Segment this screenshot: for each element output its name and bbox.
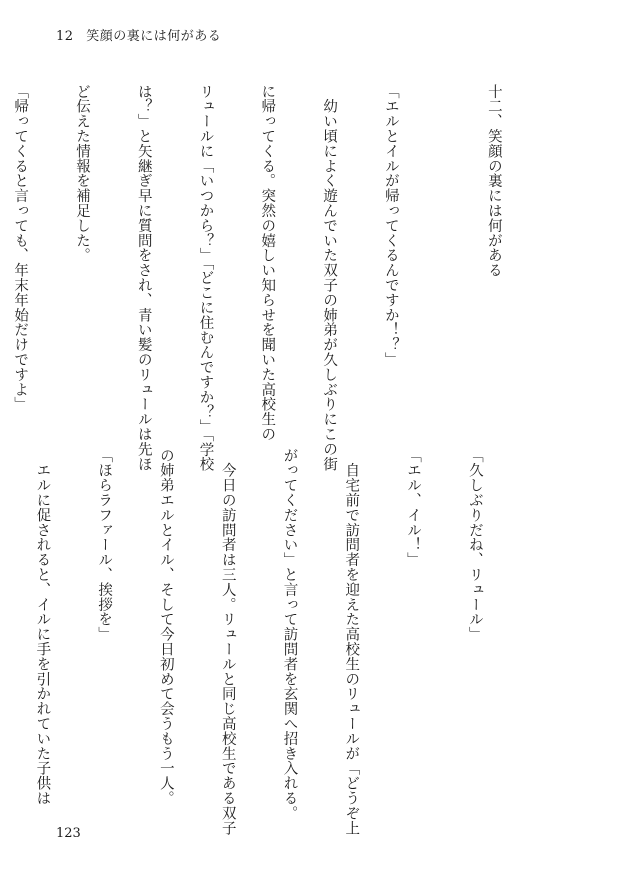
chapter-heading: 十二、笑顔の裏には何がある <box>485 84 502 278</box>
running-header <box>56 25 221 44</box>
text-line: 「久しぶりだね、リュール」 <box>466 448 483 642</box>
text-line: 「エルとイルが帰ってくるんですか！？」 <box>382 84 399 368</box>
text-line: 「ほらラファール、挨拶を」 <box>96 448 113 642</box>
chapter-title: 笑顔の裏には何がある <box>86 29 222 44</box>
text-line: リュールに「いつから？」「どこに住むんですか？」「学校 <box>197 84 214 472</box>
text-line: は？」と矢継ぎ早に質問をされ、青い髪のリュールは先ほ <box>135 84 152 472</box>
page-number: 123 <box>56 826 81 841</box>
text-line: エルに促されると、イルに手を引かれていた子供は <box>34 448 51 806</box>
text-line: 「エル、イル！」 <box>405 448 422 568</box>
text-line: 幼い頃によく遊んでいた双子の姉弟が久しぶりにこの街 <box>321 84 338 472</box>
chapter-number: 12 <box>56 29 74 44</box>
text-line: 「帰ってくると言っても、年末年始だけですよ」 <box>12 84 29 412</box>
text-line: 今日の訪問者は三人。リュールと同じ高校生である双子 <box>219 448 236 836</box>
text-line: がってください」と言って訪問者を玄関へ招き入れる。 <box>281 448 298 821</box>
text-line: ど伝えた情報を補足した。 <box>73 84 90 263</box>
text-line: に帰ってくる。突然の嬉しい知らせを聞いた高校生の <box>259 84 276 442</box>
text-line: の姉弟エルとイル、そして今日初めて会うもう一人。 <box>157 448 174 806</box>
upper-text-block <box>0 84 545 472</box>
text-line: 自宅前で訪問者を迎えた高校生のリュールが「どうぞ上 <box>343 448 360 836</box>
